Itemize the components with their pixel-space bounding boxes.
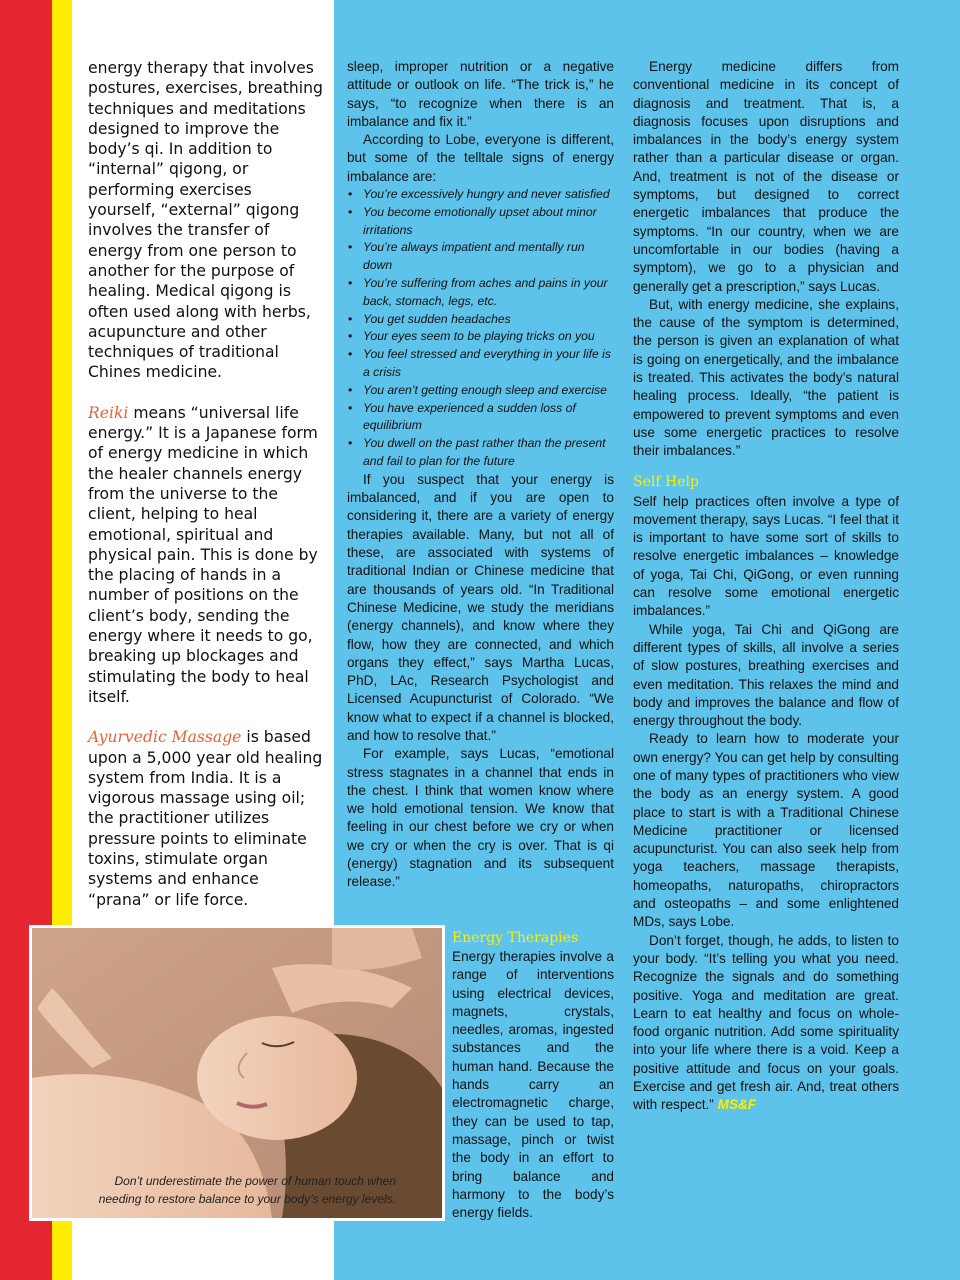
list-item: • You’re suffering from aches and pains in your back, stomach, legs, etc. xyxy=(347,275,614,311)
col2-paragraph-3: If you suspect that your energy is imbalanced, and if you are open to considering it, there are a variety of energy therapies available. Many, but not all of these, are associated with systems of traditional Indian or Chinese medicine that are thousands of years old. “In Traditional Chinese Medicine, we study the meridians (energy channels), and know where they flow, how they are connected, and which organs they effect,” says Martha Lucas, PhD, LAc, Research Psychologist and Licensed Acupuncturist of Colorado. “We know what to expect if a channel is blocked, and how to resolve that.” xyxy=(347,471,614,743)
col3-paragraph-3: Self help practices often involve a type of movement therapy, says Lucas. “I feel that it is important to have some sort of skills to resolve energetic imbalances – knowledge of yoga, Tai Chi, QiGong, or even running can resolve some emotional energetic imbalances.” xyxy=(633,493,899,619)
imbalance-signs-list xyxy=(347,186,614,471)
column-three xyxy=(633,58,899,1115)
column-one xyxy=(88,58,324,930)
energy-therapies-subhead: Energy Therapies xyxy=(452,930,579,946)
qigong-paragraph: energy therapy that involves postures, exercises, breathing techniques and meditations designed to improve the body’s qi. In addition to “internal” qigong, or performing exercises yourself, “external” qigong involves the transfer of energy from one person to another for the purpose of healing. Medical qigong is often used along with herbs, acupuncture and other techniques of traditional Chines medicine. xyxy=(88,59,323,382)
list-item: • You have experienced a sudden loss of equilibrium xyxy=(347,400,614,436)
list-item: • You aren’t getting enough sleep and exercise xyxy=(347,382,614,400)
energy-therapies-section xyxy=(452,928,614,1222)
col3-paragraph-4: While yoga, Tai Chi and QiGong are different types of skills, all involve a series of slow postures, breathing exercises and even meditation. This relaxes the mind and body and improves the balance and flow of energy throughout the body. xyxy=(633,621,899,729)
col3-paragraph-1: Energy medicine differs from conventional medicine in its concept of diagnosis and treatment. That is, a diagnosis focuses upon disruptions and imbalances in the body’s energy system rather than a particular disease or organ. And, treatment is not of the disease or symptoms, but designed to correct energetic imbalances that produce the symptoms. “In our country, when we are uncomfortable in our bodies (having a symptom), we go to a physician and generally get a prescription,” says Lucas. xyxy=(633,59,899,294)
col2-paragraph-4: For example, says Lucas, “emotional stress stagnates in a channel that ends in the chest. I think that women know where we hold emotional tension. We know that feeling in our chest before we cry or when we cry or when the cry is over. That is qi (energy) stagnation and its subsequent release.” xyxy=(347,746,614,890)
col2-paragraph-2: According to Lobe, everyone is different, but some of the telltale signs of energy imbalance are: xyxy=(347,132,614,184)
ayurvedic-body: is based upon a 5,000 year old healing system from India. It is a vigorous massage using oil; the practitioner utilizes pressure points to eliminate toxins, stimulate organ systems and enhance “prana” or life force. xyxy=(88,728,323,909)
col3-paragraph-5: Ready to learn how to moderate your own energy? You can get help by consulting one of many types of practitioners who view the body as an energy system. A good place to start is with a Traditional Chinese Medicine practitioner or licensed acupuncturist. You can also seek help from yoga teachers, massage therapists, homeopaths, naturopaths, chiropractors and osteopaths – and some enlightened MDs, says Lobe. xyxy=(633,731,899,930)
col2-paragraph-1: sleep, improper nutrition or a negative attitude or outlook on life. “The trick is,” he says, “to recognize when there is an imbalance and fix it.” xyxy=(347,59,614,129)
self-help-subhead: Self Help xyxy=(633,473,699,490)
reiki-body: means “universal life energy.” It is a Japanese form of energy medicine in which the healer channels energy from the universe to the client, helping to heal emotional, spiritual and physical pain. This is done by the placing of hands in a number of positions on the client’s body, sending the energy where it needs to go, breaking up blockages and stimulating the body to heal itself. xyxy=(88,403,318,706)
list-item: • You become emotionally upset about minor irritations xyxy=(347,204,614,240)
list-item: • Your eyes seem to be playing tricks on you xyxy=(347,328,614,346)
column-two xyxy=(347,58,614,892)
photo-caption: Don’t underestimate the power of human touch when needing to restore balance to your body’s energy levels. xyxy=(98,1174,396,1206)
closing-text: Don’t forget, though, he adds, to listen to your body. “It’s telling you what you need. Recognize the signals and do something positive. Yoga and meditation are great. Learn to eat healthy and focus on whole-food organic nutrition. Add some spirituality into your life where there is a void. Keep a positive attitude and focus on your goals. Exercise and get fresh air. And, treat others with respect.” xyxy=(633,932,899,1113)
reiki-subhead: Reiki xyxy=(88,403,129,422)
ayurvedic-paragraph xyxy=(88,727,324,910)
list-item: • You dwell on the past rather than the present and fail to plan for the future xyxy=(347,435,614,471)
list-item: • You get sudden headaches xyxy=(347,311,614,329)
col3-paragraph-2: But, with energy medicine, she explains, the cause of the symptom is determined, the person is given an explanation of what is going on energetically, and the imbalance is treated. This activates the body’s natural healing process. Ideally, “the patient is empowered to prevent symptoms and even use some energetic practices to resolve their imbalances.” xyxy=(633,296,899,459)
end-mark: MS&F xyxy=(713,1097,757,1113)
list-item: • You’re excessively hungry and never satisfied xyxy=(347,186,614,204)
list-item: • You feel stressed and everything in your life is a crisis xyxy=(347,346,614,382)
ayurvedic-subhead: Ayurvedic Massage xyxy=(88,728,242,747)
col3-paragraph-6 xyxy=(633,932,899,1115)
list-item: • You’re always impatient and mentally run down xyxy=(347,239,614,275)
reiki-paragraph xyxy=(88,403,324,707)
energy-therapies-body: Energy therapies involve a range of interventions using electrical devices, magnets, crystals, needles, aromas, ingested substances and the human hand. Because the hands carry an electromagnetic charge, they can be used to tap, massage, pinch or twist the body in an effort to bring balance and harmony to the body’s energy fields. xyxy=(452,949,614,1221)
